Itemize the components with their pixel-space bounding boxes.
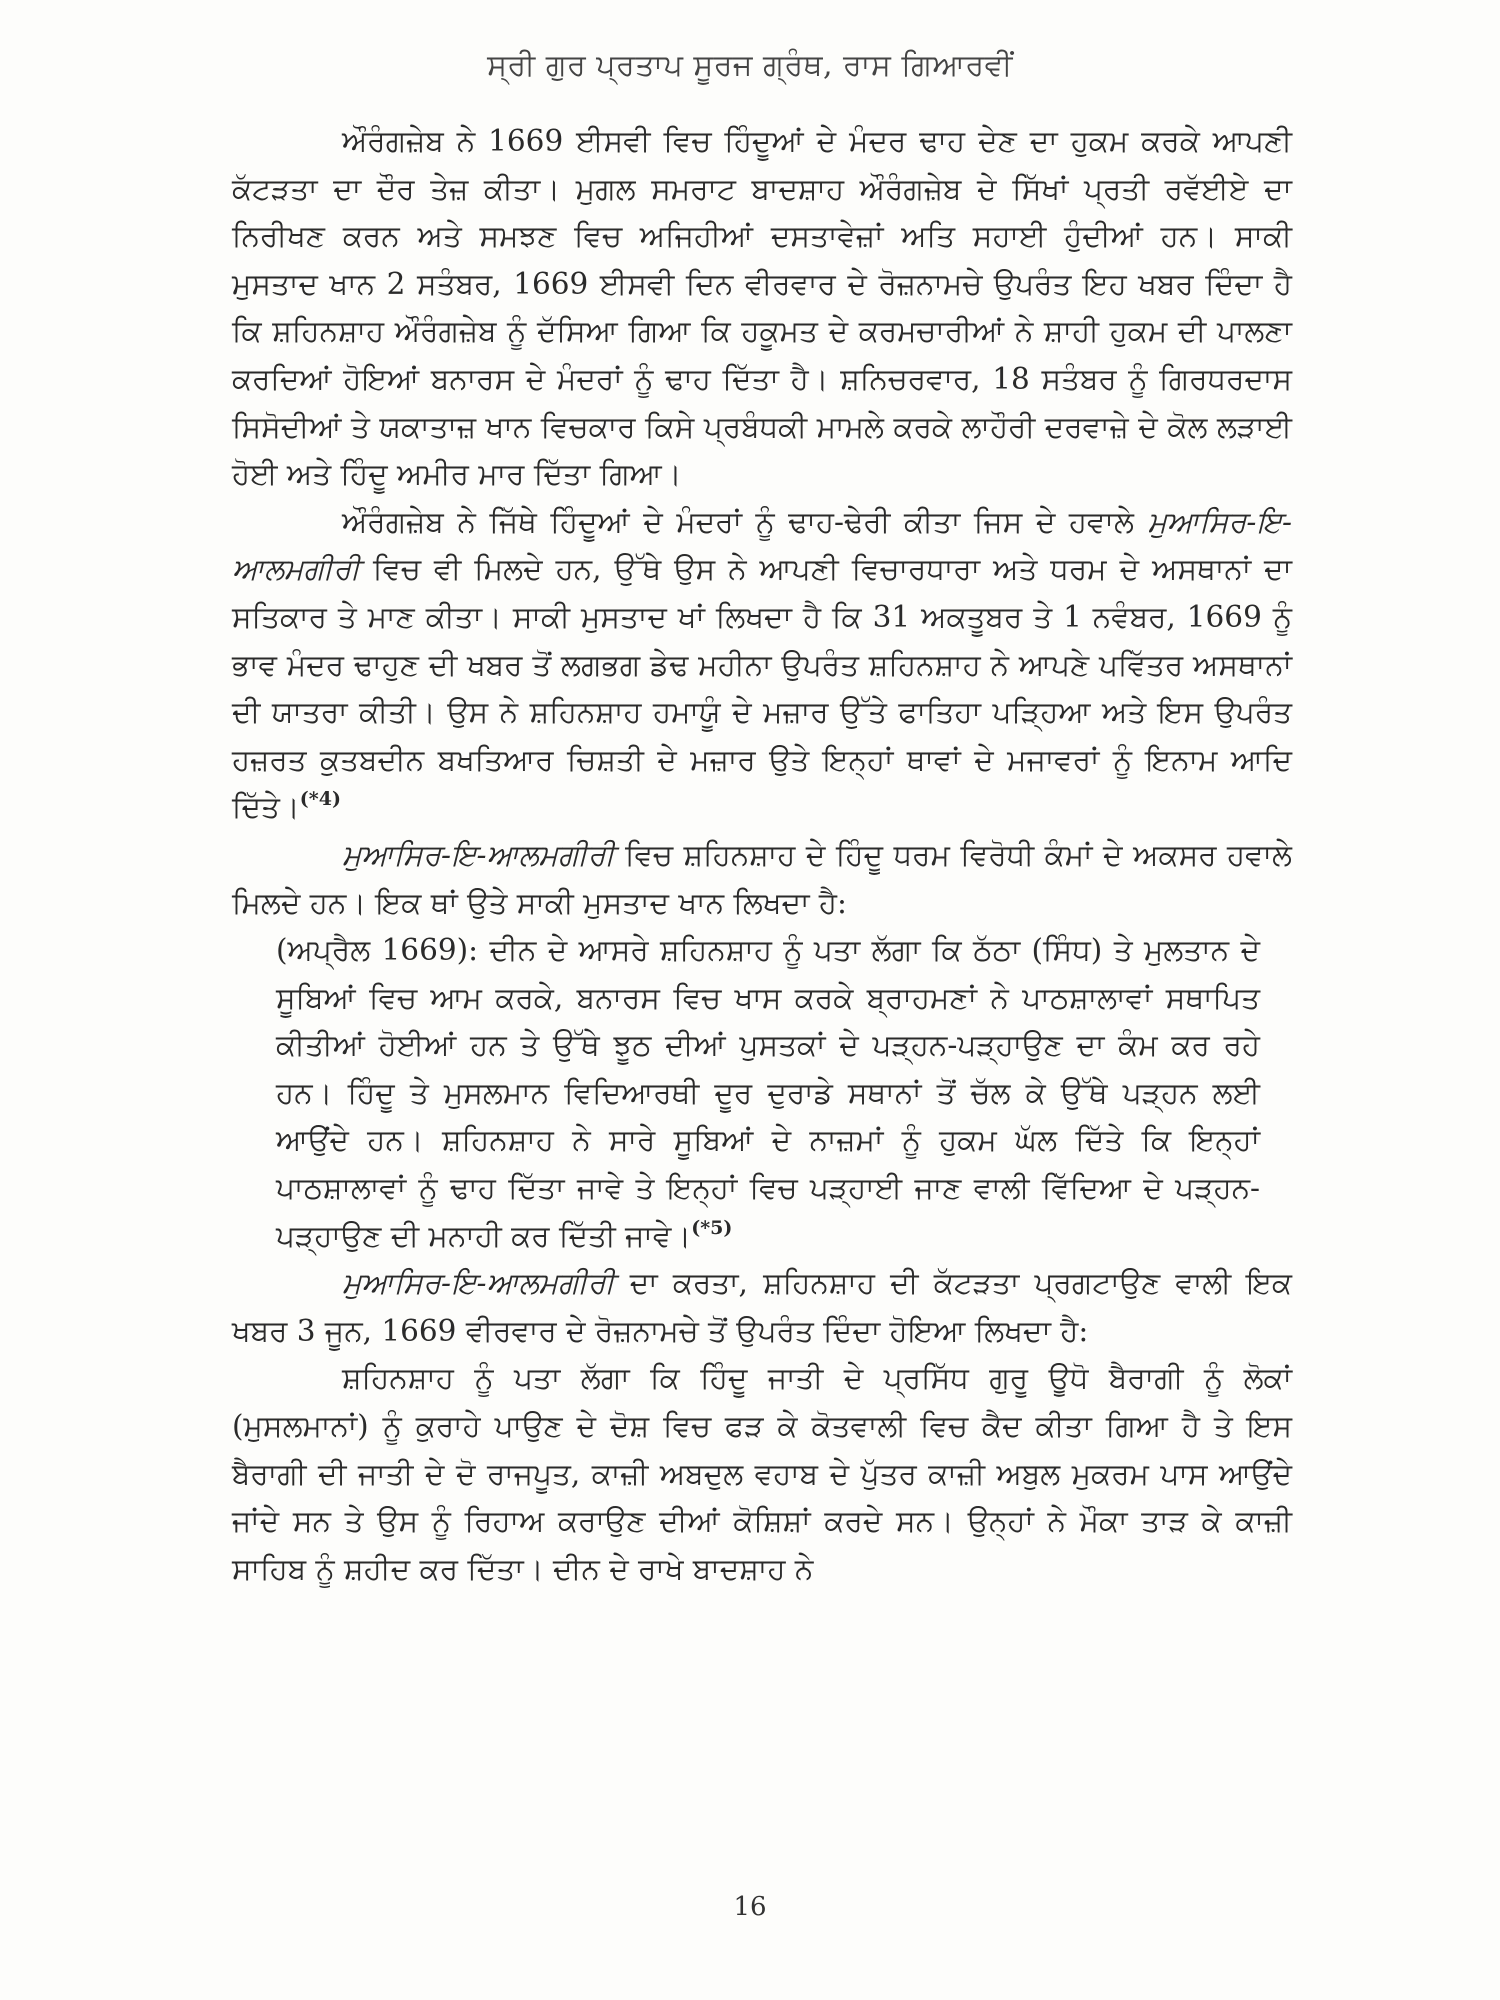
paragraph-2-start: ਔਰੰਗਜ਼ੇਬ ਨੇ ਜਿੱਥੇ ਹਿੰਦੂਆਂ ਦੇ ਮੰਦਰਾਂ ਨੂੰ ਢਾਹ-ਢੇਰੀ ਕੀਤਾ ਜਿਸ ਦੇ ਹਵਾਲੇ [342, 504, 1134, 539]
book-title: ਮੁਆਸਿਰ-ਇ-ਆਲਮਗੀਰੀ [342, 837, 615, 872]
book-title: ਮੁਆਸਿਰ-ਇ-ਆਲਮਗੀਰੀ [232, 504, 1292, 587]
book-title: ਮੁਆਸਿਰ-ਇ-ਆਲਮਗੀਰੀ [342, 1266, 615, 1301]
block-quote-text: (ਅਪ੍ਰੈਲ 1669): ਦੀਨ ਦੇ ਆਸਰੇ ਸ਼ਹਿਨਸ਼ਾਹ ਨੂੰ ਪਤਾ ਲੱਗਾ ਕਿ ਠੱਠਾ (ਸਿੰਧ) ਤੇ ਮੁਲਤਾਨ ਦੇ ਸੂਬਿਆਂ ਵਿਚ ਆਮ ਕਰਕੇ, ਬਨਾਰਸ ਵਿਚ ਖਾਸ ਕਰਕੇ ਬ੍ਰਾਹਮਣਾਂ ਨੇ ਪਾਠਸ਼ਾਲਾਵਾਂ ਸਥਾਪਿਤ ਕੀਤੀਆਂ ਹੋਈਆਂ ਹਨ ਤੇ ਉੱਥੇ ਝੂਠ ਦੀਆਂ ਪੁਸਤਕਾਂ ਦੇ ਪੜ੍ਹਨ-ਪੜ੍ਹਾਉਣ ਦਾ ਕੰਮ ਕਰ ਰਹੇ ਹਨ। ਹਿੰਦੂ ਤੇ ਮੁਸਲਮਾਨ ਵਿਦਿਆਰਥੀ ਦੂਰ ਦੁਰਾਡੇ ਸਥਾਨਾਂ ਤੋਂ ਚੱਲ ਕੇ ਉੱਥੇ ਪੜ੍ਹਨ ਲਈ ਆਉਂਦੇ ਹਨ। ਸ਼ਹਿਨਸ਼ਾਹ ਨੇ ਸਾਰੇ ਸੂਬਿਆਂ ਦੇ ਨਾਜ਼ਮਾਂ ਨੂੰ ਹੁਕਮ ਘੱਲ ਦਿੱਤੇ ਕਿ ਇਨ੍ਹਾਂ ਪਾਠਸ਼ਾਲਾਵਾਂ ਨੂੰ ਢਾਹ ਦਿੱਤਾ ਜਾਵੇ ਤੇ ਇਨ੍ਹਾਂ ਵਿਚ ਪੜ੍ਹਾਈ ਜਾਣ ਵਾਲੀ ਵਿੱਦਿਆ ਦੇ ਪੜ੍ਹਨ-ਪੜ੍ਹਾਉਣ ਦੀ ਮਨਾਹੀ ਕਰ ਦਿੱਤੀ ਜਾਵੇ। [276, 933, 1260, 1253]
paragraph-4 [232, 1260, 1292, 1355]
footnote-ref: (*5) [691, 1216, 733, 1239]
paragraph-3-rest: ਵਿਚ ਸ਼ਹਿਨਸ਼ਾਹ ਦੇ ਹਿੰਦੂ ਧਰਮ ਵਿਰੋਧੀ ਕੰਮਾਂ ਦੇ ਅਕਸਰ ਹਵਾਲੇ ਮਿਲਦੇ ਹਨ। ਇਕ ਥਾਂ ਉਤੇ ਸਾਕੀ ਮੁਸਤਾਦ ਖਾਨ ਲਿਖਦਾ ਹੈ: [232, 837, 1292, 920]
paragraph-2-rest: ਵਿਚ ਵੀ ਮਿਲਦੇ ਹਨ, ਉੱਥੇ ਉਸ ਨੇ ਆਪਣੀ ਵਿਚਾਰਧਾਰਾ ਅਤੇ ਧਰਮ ਦੇ ਅਸਥਾਨਾਂ ਦਾ ਸਤਿਕਾਰ ਤੇ ਮਾਣ ਕੀਤਾ। ਸਾਕੀ ਮੁਸਤਾਦ ਖਾਂ ਲਿਖਦਾ ਹੈ ਕਿ 31 ਅਕਤੂਬਰ ਤੇ 1 ਨਵੰਬਰ, 1669 ਨੂੰ ਭਾਵ ਮੰਦਰ ਢਾਹੁਣ ਦੀ ਖਬਰ ਤੋਂ ਲਗਭਗ ਡੇਢ ਮਹੀਨਾ ਉਪਰੰਤ ਸ਼ਹਿਨਸ਼ਾਹ ਨੇ ਆਪਣੇ ਪਵਿੱਤਰ ਅਸਥਾਨਾਂ ਦੀ ਯਾਤਰਾ ਕੀਤੀ। ਉਸ ਨੇ ਸ਼ਹਿਨਸ਼ਾਹ ਹਮਾਯੂੰ ਦੇ ਮਜ਼ਾਰ ਉੱਤੇ ਫਾਤਿਹਾ ਪੜ੍ਹਿਆ ਅਤੇ ਇਸ ਉਪਰੰਤ ਹਜ਼ਰਤ ਕੁਤਬਦੀਨ ਬਖਤਿਆਰ ਚਿਸ਼ਤੀ ਦੇ ਮਜ਼ਾਰ ਉਤੇ ਇਨ੍ਹਾਂ ਥਾਵਾਂ ਦੇ ਮਜਾਵਰਾਂ ਨੂੰ ਇਨਾਮ ਆਦਿ ਦਿੱਤੇ। [232, 552, 1292, 825]
paragraph-4-rest: ਦਾ ਕਰਤਾ, ਸ਼ਹਿਨਸ਼ਾਹ ਦੀ ਕੱਟੜਤਾ ਪ੍ਰਗਟਾਉਣ ਵਾਲੀ ਇਕ ਖਬਰ 3 ਜੂਨ, 1669 ਵੀਰਵਾਰ ਦੇ ਰੋਜ਼ਨਾਮਚੇ ਤੋਂ ਉਪਰੰਤ ਦਿੰਦਾ ਹੋਇਆ ਲਿਖਦਾ ਹੈ: [232, 1266, 1292, 1348]
paragraph-2 [232, 499, 1292, 832]
footnote-ref: (*4) [299, 788, 341, 811]
page-number: 16 [733, 1892, 767, 1922]
paragraph-1: ਔਰੰਗਜ਼ੇਬ ਨੇ 1669 ਈਸਵੀ ਵਿਚ ਹਿੰਦੂਆਂ ਦੇ ਮੰਦਰ ਢਾਹ ਦੇਣ ਦਾ ਹੁਕਮ ਕਰਕੇ ਆਪਣੀ ਕੱਟੜਤਾ ਦਾ ਦੌਰ ਤੇਜ਼ ਕੀਤਾ। ਮੁਗਲ ਸਮਰਾਟ ਬਾਦਸ਼ਾਹ ਔਰੰਗਜ਼ੇਬ ਦੇ ਸਿੱਖਾਂ ਪ੍ਰਤੀ ਰਵੱਈਏ ਦਾ ਨਿਰੀਖਣ ਕਰਨ ਅਤੇ ਸਮਝਣ ਵਿਚ ਅਜਿਹੀਆਂ ਦਸਤਾਵੇਜ਼ਾਂ ਅਤਿ ਸਹਾਈ ਹੁੰਦੀਆਂ ਹਨ। ਸਾਕੀ ਮੁਸਤਾਦ ਖਾਨ 2 ਸਤੰਬਰ, 1669 ਈਸਵੀ ਦਿਨ ਵੀਰਵਾਰ ਦੇ ਰੋਜ਼ਨਾਮਚੇ ਉਪਰੰਤ ਇਹ ਖਬਰ ਦਿੰਦਾ ਹੈ ਕਿ ਸ਼ਹਿਨਸ਼ਾਹ ਔਰੰਗਜ਼ੇਬ ਨੂੰ ਦੱਸਿਆ ਗਿਆ ਕਿ ਹਕੂਮਤ ਦੇ ਕਰਮਚਾਰੀਆਂ ਨੇ ਸ਼ਾਹੀ ਹੁਕਮ ਦੀ ਪਾਲਣਾ ਕਰਦਿਆਂ ਹੋਇਆਂ ਬਨਾਰਸ ਦੇ ਮੰਦਰਾਂ ਨੂੰ ਢਾਹ ਦਿੱਤਾ ਹੈ। ਸ਼ਨਿਚਰਵਾਰ, 18 ਸਤੰਬਰ ਨੂੰ ਗਿਰਧਰਦਾਸ ਸਿਸੋਦੀਆਂ ਤੇ ਯਕਾਤਾਜ਼ ਖਾਨ ਵਿਚਕਾਰ ਕਿਸੇ ਪ੍ਰਬੰਧਕੀ ਮਾਮਲੇ ਕਰਕੇ ਲਾਹੌਰੀ ਦਰਵਾਜ਼ੇ ਦੇ ਕੋਲ ਲੜਾਈ ਹੋਈ ਅਤੇ ਹਿੰਦੂ ਅਮੀਰ ਮਾਰ ਦਿੱਤਾ ਗਿਆ। [232, 124, 1292, 492]
block-quote [276, 927, 1260, 1260]
paragraph-5: ਸ਼ਹਿਨਸ਼ਾਹ ਨੂੰ ਪਤਾ ਲੱਗਾ ਕਿ ਹਿੰਦੂ ਜਾਤੀ ਦੇ ਪ੍ਰਸਿੱਧ ਗੁਰੂ ਊਧੋ ਬੈਰਾਗੀ ਨੂੰ ਲੋਕਾਂ (ਮੁਸਲਮਾਨਾਂ) ਨੂੰ ਕੁਰਾਹੇ ਪਾਉਣ ਦੇ ਦੋਸ਼ ਵਿਚ ਫੜ ਕੇ ਕੋਤਵਾਲੀ ਵਿਚ ਕੈਦ ਕੀਤਾ ਗਿਆ ਹੈ ਤੇ ਇਸ ਬੈਰਾਗੀ ਦੀ ਜਾਤੀ ਦੇ ਦੋ ਰਾਜਪੂਤ, ਕਾਜ਼ੀ ਅਬਦੁਲ ਵਹਾਬ ਦੇ ਪੁੱਤਰ ਕਾਜ਼ੀ ਅਬੁਲ ਮੁਕਰਮ ਪਾਸ ਆਉਂਦੇ ਜਾਂਦੇ ਸਨ ਤੇ ਉਸ ਨੂੰ ਰਿਹਾਅ ਕਰਾਉਣ ਦੀਆਂ ਕੋਸ਼ਿਸ਼ਾਂ ਕਰਦੇ ਸਨ। ਉਨ੍ਹਾਂ ਨੇ ਮੌਕਾ ਤਾੜ ਕੇ ਕਾਜ਼ੀ ਸਾਹਿਬ ਨੂੰ ਸ਼ਹੀਦ ਕਰ ਦਿੱਤਾ। ਦੀਨ ਦੇ ਰਾਖੇ ਬਾਦਸ਼ਾਹ ਨੇ [232, 1361, 1292, 1586]
body-text [232, 118, 1292, 1593]
paragraph-3 [232, 832, 1292, 927]
running-header: ਸ੍ਰੀ ਗੁਰ ਪ੍ਰਤਾਪ ਸੂਰਜ ਗ੍ਰੰਥ, ਰਾਸ ਗਿਆਰਵੀਂ [487, 48, 1013, 83]
